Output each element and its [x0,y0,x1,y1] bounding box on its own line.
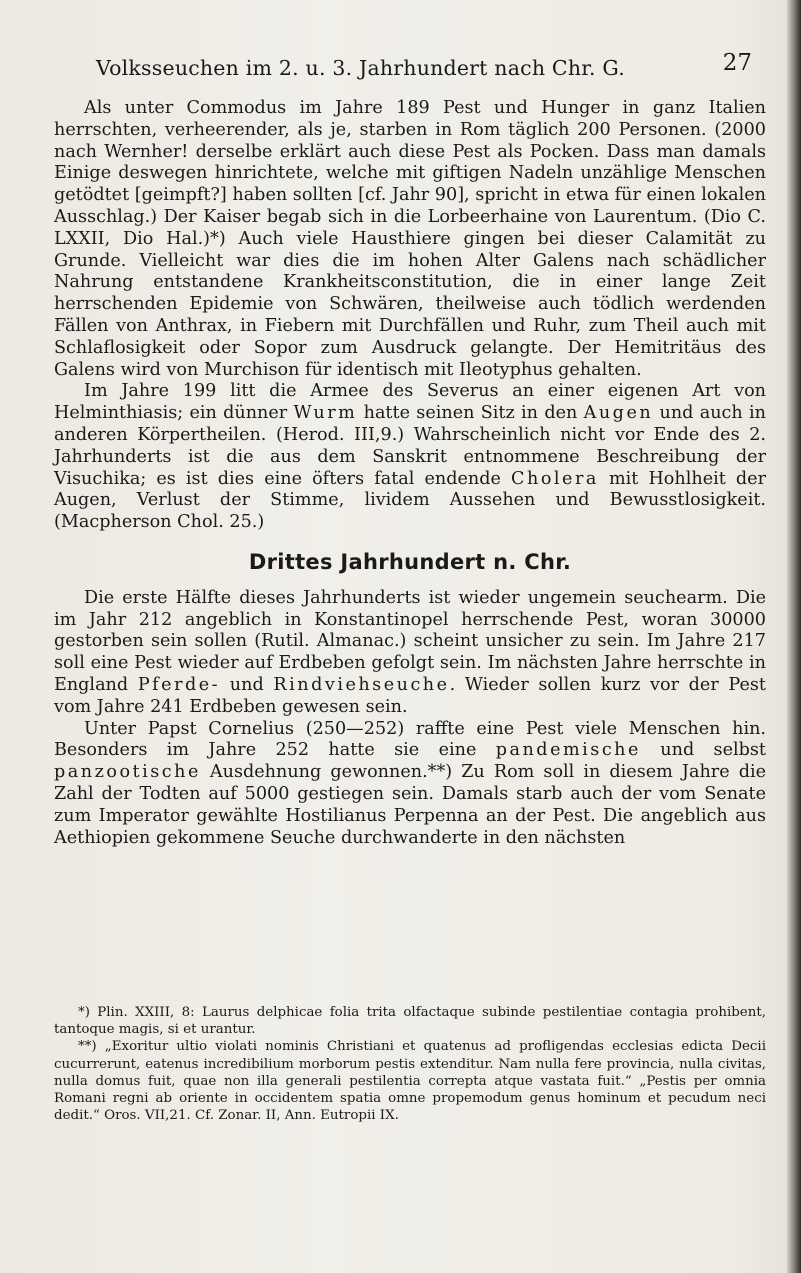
section-heading: Drittes Jahrhundert n. Chr. [248,549,572,574]
text-run: Im Jahre 199 litt die Armee des Severus an einer eigenen Art von Helminthiasis; ein dünner [54,381,766,424]
emphasis-augen: Augen [583,403,654,424]
text-run: Ausdehnung gewonnen.**) Zu Rom soll in diesem Jahre die Zahl der Todten auf 5000 gestiegen sein. Damals starb auch der vom Senate zum Imperator gewählte Hostilianus Perpenna an der Pest. Die angeblich aus Aethiopien gekommene Seuche durchwanderte in den nächsten [54,762,766,848]
text-run: hatte seinen Sitz in den [357,403,584,424]
footnote-1: *) Plin. XXIII, 8: Laurus delphicae folia trita olfactaque subinde pestilentiae contagia prohibent, tantoque magis, si et urantur. [54,1005,766,1038]
footnote-2: **) „Exoritur ultio violati nominis Christiani et quatenus ad profligendas ecclesias edicta Decii cucurrerunt, eatenus incredibilium morborum pestis extenditur. Nam nulla fere provincia, nulla civitas, nulla domus fuit, quae non illa generali pestilentia correpta atque vastata fuit.“ „Pestis per omnia Romani regni ab oriente in occidentem spatia omne propemodum genus hominum et pecudum neci dedit.“ Oros. VII,21. Cf. Zonar. II, Ann. Eutropii IX. [54,1039,766,1124]
emphasis-panzootische: panzootische [54,762,201,783]
emphasis-pandemische: pandemische [495,740,641,761]
text-run: und selbst [640,740,766,761]
emphasis-cholera: Cholera [511,468,599,489]
emphasis-wurm: Wurm [293,403,358,424]
paragraph-first-half [54,588,766,719]
paragraph-severus [54,381,766,534]
text-run: . Wieder sollen kurz vor der Pest vom Jahre 241 Erdbeben gewesen sein. [54,674,766,717]
footnotes [54,1004,766,1124]
paragraph-cornelius [54,719,766,850]
emphasis-rindviehseuche: Rindviehseuche [273,674,450,695]
text-run: und [220,674,274,695]
page-number: 27 [722,50,752,76]
text-run: Die erste Hälfte dieses Jahrhunderts ist wieder ungemein seuchearm. Die im Jahr 212 angeblich in Konstantinopel herrschende Pest, woran 30000 gestorben sein sollen (Rutil. Almanac.) scheint unsicher zu sein. Im Jahre 217 soll eine Pest wieder auf Erdbeben gefolgt sein. Im nächsten Jahre herrschte in England [54,587,766,695]
main-text [54,98,766,849]
paragraph-commodus: Als unter Commodus im Jahre 189 Pest und Hunger in ganz Italien herrschten, verheerender, als je, starben in Rom täglich 200 Personen. (2000 nach Wernher! derselbe erklärt auch diese Pest als Pocken. Dass man damals Einige deswegen hinrichtete, welche mit giftigen Nadeln unzählige Menschen getödtet [geimpft?] haben sollten [cf. Jahr 90], spricht in etwa für einen lokalen Ausschlag.) Der Kaiser begab sich in die Lorbeerhaine von Laurentum. (Dio C. LXXII, Dio Hal.)*) Auch viele Hausthiere gingen bei dieser Calamität zu Grunde. Vielleicht war dies die im hohen Alter Galens nach schädlicher Nahrung entstandene Krankheitsconstitution, die in einer lange Zeit herrschenden Epidemie von Schwären, theilweise auch tödlich werdenden Fällen von Anthrax, in Fiebern mit Durchfällen und Ruhr, zum Theil auch mit Schlaflosigkeit oder Sopor zum Ausdruck gelangte. Der Hemitritäus des Galens wird von Murchison für identisch mit Ileotyphus gehalten. [54,98,766,380]
text-run: und auch in anderen Körpertheilen. (Herod. III,9.) Wahrscheinlich nicht vor Ende des 2. Jahrhunderts ist die aus dem Sanskrit entnommene Beschreibung der Visuchika; es ist dies eine öfters fatal endende [54,403,766,489]
page-edge-shadow [787,0,801,1273]
text-run: mit Hohlheit der Augen, Verlust der Stimme, lividem Aussehen und Bewusstlosigkeit. (Macpherson Chol. 25.) [54,468,766,533]
text-run: Unter Papst Cornelius (250—252) raffte eine Pest viele Menschen hin. Besonders im Jahre 252 hatte sie eine [54,718,766,761]
emphasis-pferde: Pferde- [137,674,221,695]
running-head: Volksseuchen im 2. u. 3. Jahrhundert nach Chr. G. [96,56,625,80]
page-header [96,50,752,90]
